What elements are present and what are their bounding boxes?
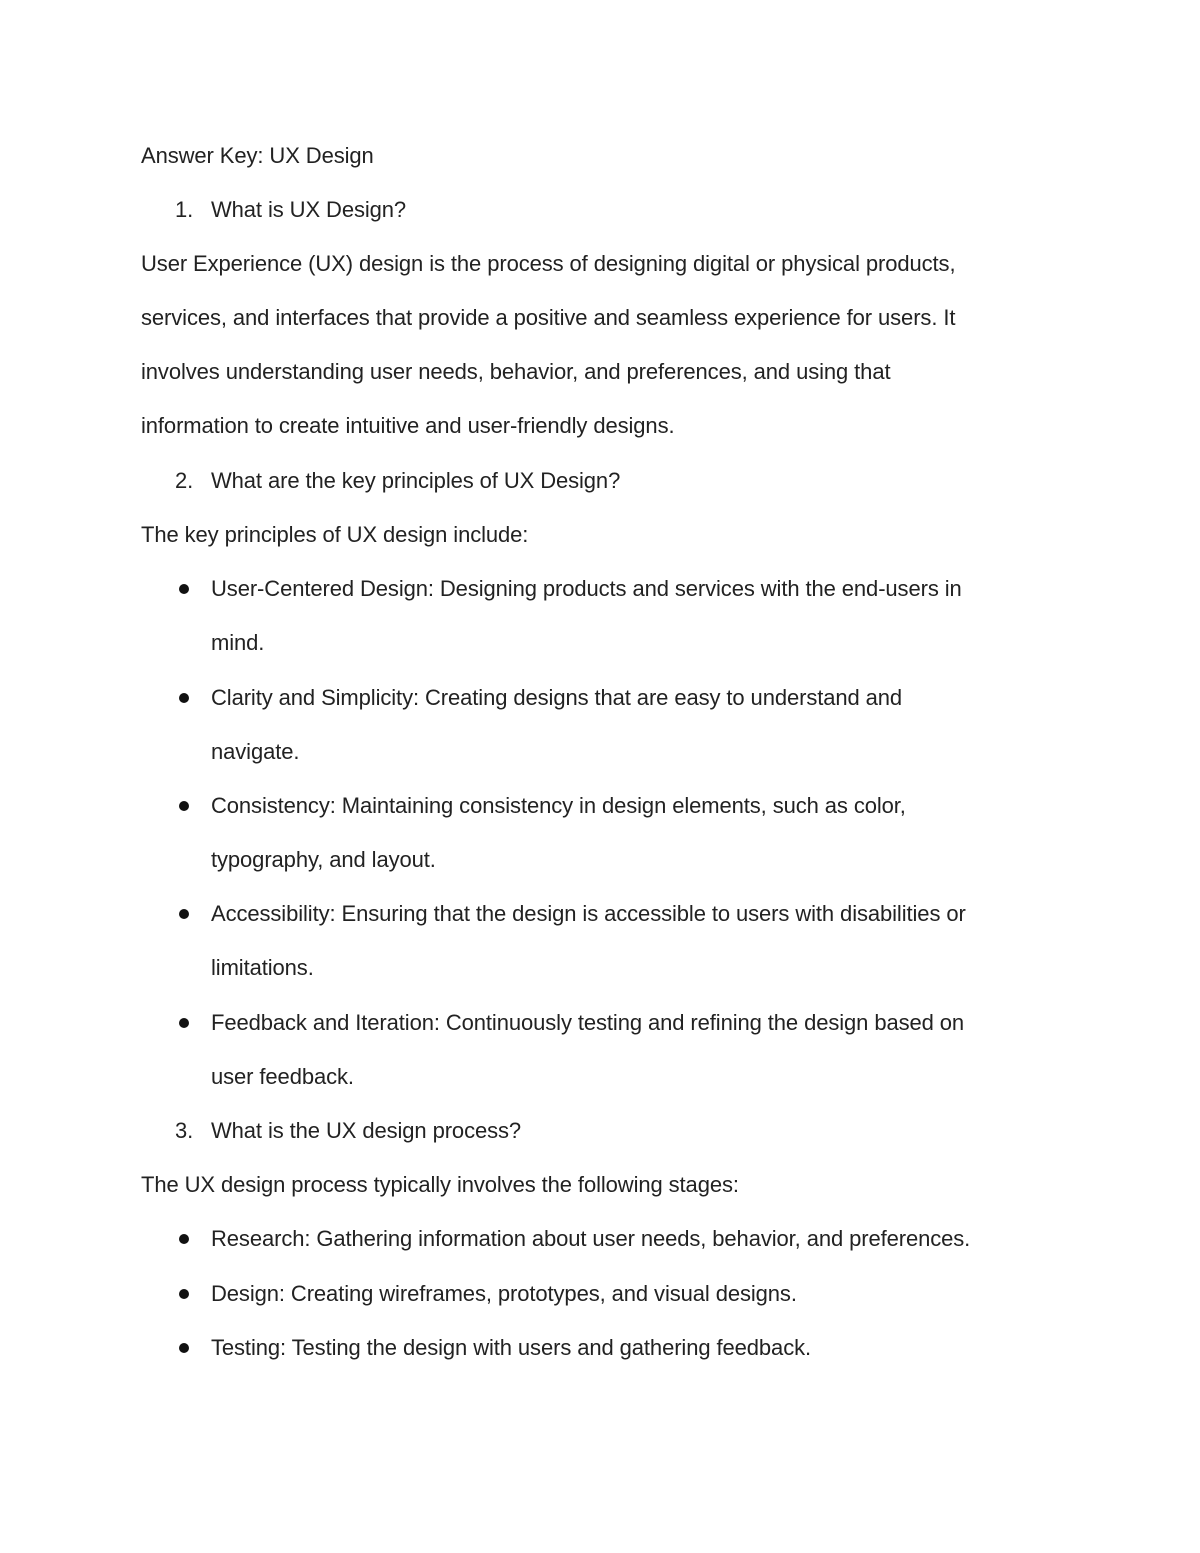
list-item: Research: Gathering information about user needs, behavior, and preferences. [211,1226,971,1251]
q1-number: 1. [175,197,194,222]
bullet-marker [179,1289,189,1299]
list-item: Design: Creating wireframes, prototypes, and visual designs. [211,1281,797,1306]
list-item: Testing: Testing the design with users and gathering feedback. [211,1335,812,1360]
list-item-continuation: navigate. [211,739,300,764]
q2-intro: The key principles of UX design include: [141,522,529,547]
q3-number: 3. [175,1118,194,1143]
bullet-marker [179,909,189,919]
q1-question: What is UX Design? [211,197,407,222]
q3-intro: The UX design process typically involves the following stages: [141,1172,739,1197]
q1-answer-line: information to create intuitive and user-friendly designs. [141,413,675,438]
list-item-continuation: limitations. [211,955,314,980]
q3-question: What is the UX design process? [211,1118,522,1143]
document-title: Answer Key: UX Design [141,143,374,168]
bullet-marker [179,693,189,703]
bullet-marker [179,1018,189,1028]
list-item: User-Centered Design: Designing products and services with the end-users in [211,576,962,601]
bullet-marker [179,1343,189,1353]
q1-answer-line: services, and interfaces that provide a positive and seamless experience for users. It [141,305,956,330]
q1-answer-line: User Experience (UX) design is the process of designing digital or physical products, [141,251,956,276]
bullet-marker [179,584,189,594]
list-item-continuation: user feedback. [211,1064,354,1089]
q1-answer-line: involves understanding user needs, behavior, and preferences, and using that [141,359,891,384]
list-item-continuation: typography, and layout. [211,847,436,872]
list-item: Accessibility: Ensuring that the design is accessible to users with disabilities or [211,901,966,926]
bullet-marker [179,1234,189,1244]
list-item-continuation: mind. [211,630,265,655]
q2-number: 2. [175,468,194,493]
list-item: Clarity and Simplicity: Creating designs that are easy to understand and [211,685,903,710]
bullet-marker [179,801,189,811]
list-item: Feedback and Iteration: Continuously testing and refining the design based on [211,1010,965,1035]
list-item: Consistency: Maintaining consistency in design elements, such as color, [211,793,906,818]
q2-question: What are the key principles of UX Design? [211,468,621,493]
